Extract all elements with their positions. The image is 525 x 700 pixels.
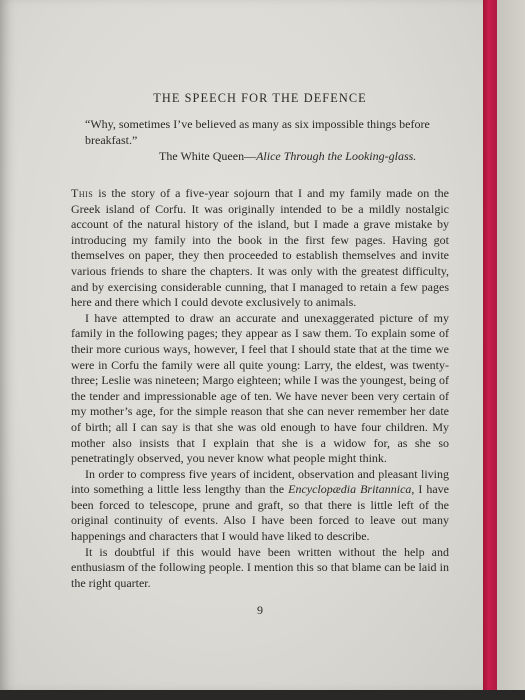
chapter-title: THE SPEECH FOR THE DEFENCE [153, 91, 367, 105]
paragraph-1 [71, 186, 449, 311]
book-cover-edge [483, 0, 497, 700]
epigraph-source: Alice Through the Looking-glass. [256, 149, 417, 163]
paragraph-3-italic: Encyclopædia Britannica [288, 482, 412, 497]
paragraph-3-text-a: In order to compress five years of incident, observation and pleasant living into something a little less lengthy than the [71, 466, 449, 497]
paragraph-3-text-b: , I have been forced to telescope, prune and graft, so that there is little left of the original continuity of events. Also I have been forced to leave out many happenings and characters that I would have liked to describe. [71, 482, 450, 544]
bottom-shadow [0, 690, 525, 700]
body-text [71, 186, 449, 591]
paragraph-4: It is doubtful if this would have been written without the help and enthusiasm of the following people. I mention this so that blame can be laid in the right quarter. [71, 544, 449, 590]
paragraph-1-text: is the story of a five-year sojourn that I and my family made on the Greek island of Corfu. It was originally intended to be a mildly nostalgic account of the natural history of the island, but I made a grave mistake by introducing my family into the book in the first few pages. Having got themselves on paper, they then proceeded to establish themselves and invite various friends to share the chapters. It was only with the greatest difficulty, and by exercising considerable cunning, that I managed to retain a few pages here and there which I could devote exclusively to animals. [71, 186, 449, 310]
paragraph-3 [71, 467, 449, 545]
paragraph-2: I have attempted to draw an accurate and unexaggerated picture of my family in the following pages; they appear as I saw them. To explain some of their more curious ways, however, I feel that I should state that at the time we were in Corfu the family were all quite young: Larry, the eldest, was twenty-three; Leslie was nineteen; Margo eighteen; while I was the youngest, being of the tender and impressionable age of ten. We have never been very certain of my mother’s age, for the simple reason that she can never remember her date of birth; all I can say is that she was old enough to have four children. My mother also insists that I explain that she is a widow for, as she so penetratingly observed, you never know what people might think. [71, 310, 449, 466]
page-text-block [71, 90, 449, 618]
page-number: 9 [257, 603, 263, 618]
background-cloth [497, 0, 525, 700]
epigraph-quote: “Why, sometimes I’ve believed as many as six impossible things before breakfast.” [85, 117, 430, 147]
paragraph-1-lead: This [71, 186, 94, 200]
epigraph-attribution [71, 148, 449, 164]
epigraph-speaker: The White Queen— [159, 149, 257, 163]
